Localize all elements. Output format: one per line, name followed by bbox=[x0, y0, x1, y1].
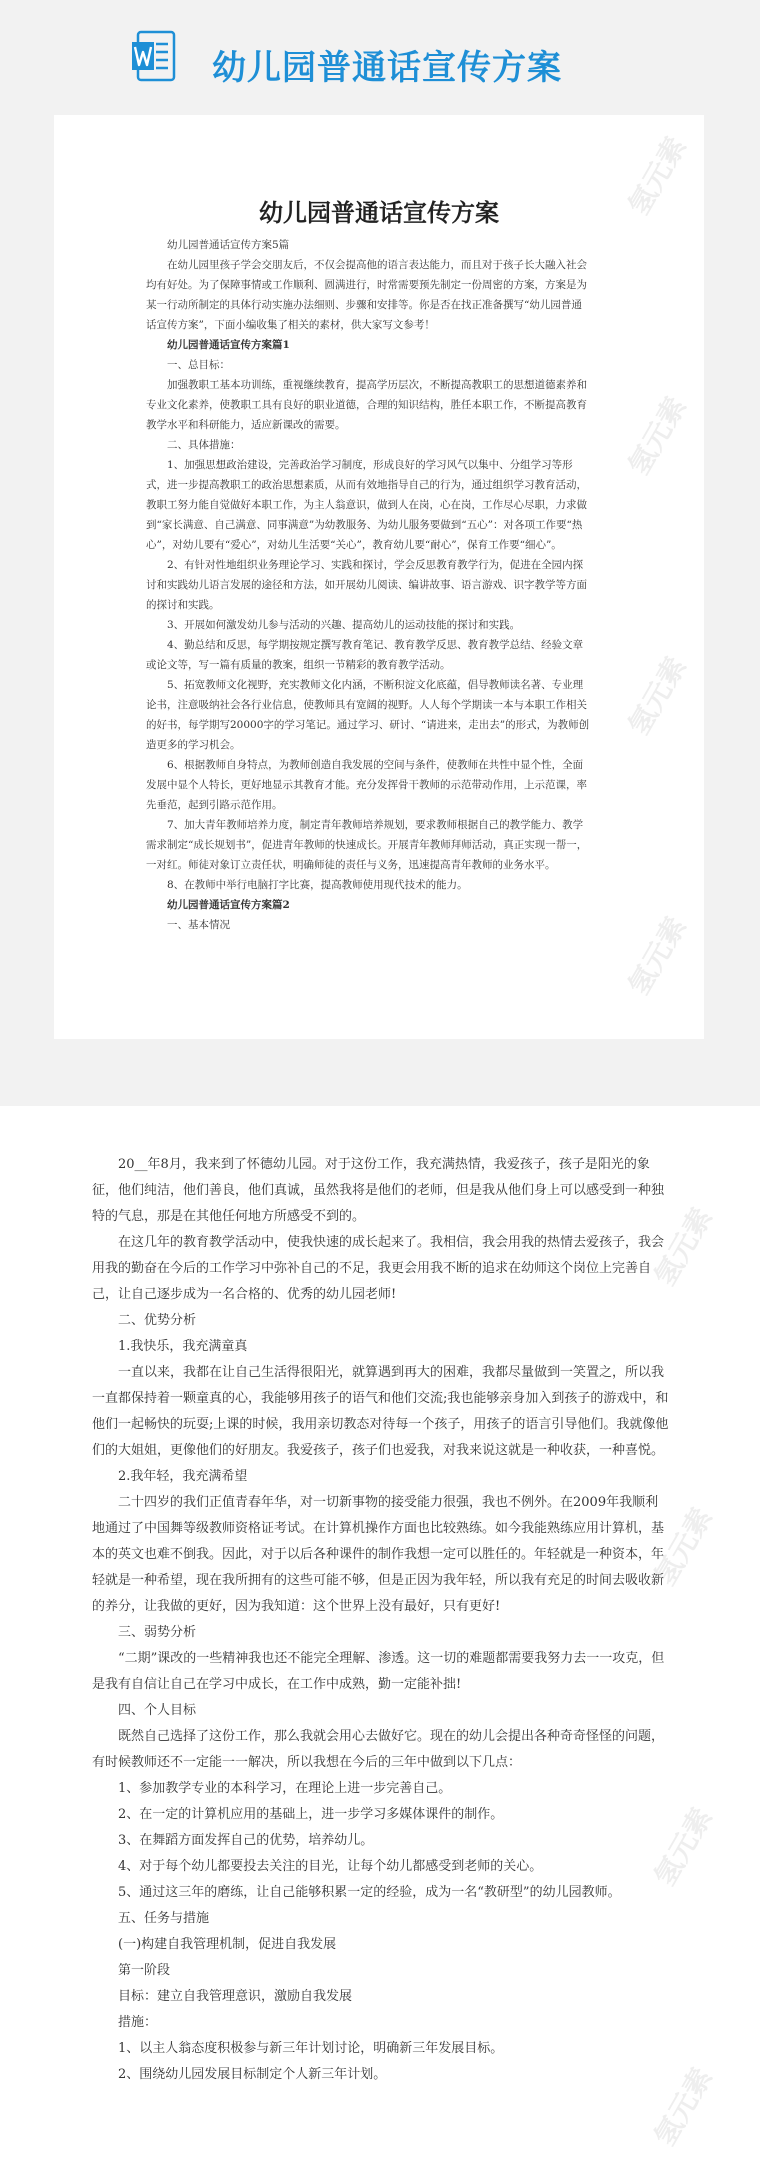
section-heading: 三、弱势分析 bbox=[118, 1625, 197, 1640]
watermark-text: 氢元素 bbox=[622, 651, 693, 741]
paragraph: 既然自己选择了这份工作，那么我就会用心去做好它。现在的幼儿会提出各种奇奇怪怪的问题，有时候教师还不一定能一一解决，所以我想在今后的三年中做到以下几点： bbox=[92, 1729, 665, 1770]
subheading: 2.我年轻，我充满希望 bbox=[118, 1469, 248, 1484]
paragraph: 5、拓宽教师文化视野，充实教师文化内涵，不断积淀文化底蕴，倡导教师读名著、专业理论书，注意吸纳社会各行业信息，使教师具有宽阔的视野。人人每个学期读一本与本职工作相关的好书，每学期写20000字的学习笔记。通过学习、研讨、“请进来，走出去”的形式，为教师创造更多的学习机会。 bbox=[146, 679, 590, 751]
watermark-text: 氢元素 bbox=[622, 391, 693, 481]
watermark-text: 氢元素 bbox=[648, 1202, 719, 1292]
subheading: 第一阶段 bbox=[118, 1963, 171, 1978]
list-item: 4、对于每个幼儿都要投去关注的目光，让每个幼儿都感受到老师的关心。 bbox=[118, 1859, 543, 1874]
list-item: 3、在舞蹈方面发挥自己的优势，培养幼儿。 bbox=[118, 1833, 374, 1848]
paragraph: “二期”课改的一些精神我也还不能完全理解、渗透。这一切的难题都需要我努力去一一攻克，但是我有自信让自己在学习中成长，在工作中成熟，勤一定能补拙! bbox=[92, 1651, 665, 1692]
paragraph: 6、根据教师自身特点，为教师创造自我发展的空间与条件，使教师在共性中显个性，全面发展中显个人特长，更好地显示其教育才能。充分发挥骨干教师的示范带动作用，上示范课，率先垂范，起到引路示范作用。 bbox=[146, 759, 587, 811]
section-heading: 二、优势分析 bbox=[118, 1313, 197, 1328]
paragraph: 20__年8月，我来到了怀德幼儿园。对于这份工作，我充满热情，我爱孩子，孩子是阳光的象征，他们纯洁，他们善良，他们真诚，虽然我将是他们的老师，但是我从他们身上可以感受到一种独特的气息，那是在其他任何地方所感受不到的。 bbox=[92, 1157, 665, 1224]
section-heading: 幼儿园普通话宣传方案篇2 bbox=[167, 899, 290, 911]
list-item: 5、通过这三年的磨练，让自己能够积累一定的经验，成为一名“教研型”的幼儿园教师。 bbox=[118, 1885, 621, 1900]
paragraph: 措施： bbox=[118, 2015, 158, 2030]
watermark-text: 氢元素 bbox=[622, 911, 693, 1001]
section-heading: 五、任务与措施 bbox=[118, 1911, 210, 1926]
watermark-text: 氢元素 bbox=[648, 1802, 719, 1892]
document-page-1 bbox=[54, 115, 704, 1039]
paragraph: 8、在教师中举行电脑打字比赛，提高教师使用现代技术的能力。 bbox=[167, 879, 468, 891]
watermark-text: 氢元素 bbox=[648, 2062, 719, 2152]
paragraph: 7、加大青年教师培养力度，制定青年教师培养规划，要求教师根据自己的教学能力、教学需求制定“成长规划书”，促进青年教师的快速成长。开展青年教师拜师活动，真正实现一帮一，一对红。师徒对象订立责任状，明确师徒的责任与义务，迅速提高青年教师的业务水平。 bbox=[146, 819, 588, 871]
paragraph: 目标：建立自我管理意识，激励自我发展 bbox=[118, 1989, 353, 2004]
paragraph: 幼儿园普通话宣传方案5篇 bbox=[167, 239, 290, 251]
paragraph: 4、勤总结和反思，每学期按规定撰写教育笔记、教育教学反思、教育教学总结、经验文章或论文等，写一篇有质量的教案，组织一节精彩的教育教学活动。 bbox=[146, 639, 584, 671]
header-banner bbox=[0, 0, 760, 108]
paragraph: 二十四岁的我们正值青春年华，对一切新事物的接受能力很强，我也不例外。在2009年我顺利地通过了中国舞等级教师资格证考试。在计算机操作方面也比较熟练。如今我能熟练应用计算机，基本的英文也难不倒我。因此，对于以后各种课件的制作我想一定可以胜任的。年轻就是一种资本，年轻就是一种希望，现在我所拥有的这些可能不够，但是正因为我年轻，所以我有充足的时间去吸收新的养分，让我做的更好，因为我知道：这个世界上没有最好，只有更好! bbox=[92, 1495, 665, 1614]
paragraph: 一、总目标： bbox=[167, 359, 230, 371]
watermark-text: 氢元素 bbox=[622, 131, 693, 221]
paragraph: 加强教职工基本功训练，重视继续教育，提高学历层次，不断提高教职工的思想道德素养和专业文化素养，使教职工具有良好的职业道德，合理的知识结构，胜任本职工作，不断提高教育教学水平和科研能力，适应新课改的需要。 bbox=[146, 379, 587, 431]
paragraph: 2、有针对性地组织业务理论学习、实践和探讨，学会反思教育教学行为，促进在全园内探讨和实践幼儿语言发展的途径和方法，如开展幼儿阅读、编讲故事、语言游戏、识字教学等方面的探讨和实践。 bbox=[146, 559, 587, 611]
section-heading: 幼儿园普通话宣传方案篇1 bbox=[167, 339, 290, 351]
list-item: 1、以主人翁态度积极参与新三年计划讨论，明确新三年发展目标。 bbox=[118, 2041, 504, 2056]
page-gap bbox=[0, 1039, 760, 1106]
paragraph: 3、开展如何激发幼儿参与活动的兴趣、提高幼儿的运动技能的探讨和实践。 bbox=[167, 619, 521, 631]
word-document-icon bbox=[132, 30, 176, 82]
document-title: 幼儿园普通话宣传方案 bbox=[259, 198, 499, 227]
watermark-text: 氢元素 bbox=[648, 1502, 719, 1592]
document-page-2 bbox=[0, 1106, 760, 2178]
page-1-body bbox=[146, 235, 592, 935]
section-heading: 四、个人目标 bbox=[118, 1703, 197, 1718]
paragraph: 二、具体措施： bbox=[167, 439, 241, 451]
subheading: 1.我快乐，我充满童真 bbox=[118, 1339, 248, 1354]
header-title: 幼儿园普通话宣传方案 bbox=[212, 48, 562, 88]
paragraph: 一、基本情况 bbox=[167, 919, 230, 931]
subheading: (一)构建自我管理机制，促进自我发展 bbox=[118, 1937, 337, 1952]
paragraph: 在幼儿园里孩子学会交朋友后，不仅会提高他的语言表达能力，而且对于孩子长大融入社会均有好处。为了保障事情或工作顺利、圆满进行，时常需要预先制定一份周密的方案，方案是为某一行动所制定的具体行动实施办法细则、步骤和安排等。你是否在找正准备撰写“幼儿园普通话宣传方案”，下面小编收集了相关的素材，供大家写文参考！ bbox=[146, 259, 587, 331]
paragraph: 在这几年的教育教学活动中，使我快速的成长起来了。我相信，我会用我的热情去爱孩子，我会用我的勤奋在今后的工作学习中弥补自己的不足，我更会用我不断的追求在幼师这个岗位上完善自己，让自己逐步成为一名合格的、优秀的幼儿园老师! bbox=[92, 1235, 665, 1302]
list-item: 1、参加教学专业的本科学习，在理论上进一步完善自己。 bbox=[118, 1781, 452, 1796]
list-item: 2、在一定的计算机应用的基础上，进一步学习多媒体课件的制作。 bbox=[118, 1807, 504, 1822]
page-2-body bbox=[92, 1152, 670, 2088]
paragraph: 一直以来，我都在让自己生活得很阳光，就算遇到再大的困难，我都尽量做到一笑置之，所以我一直都保持着一颗童真的心，我能够用孩子的语气和他们交流;我也能够亲身加入到孩子的游戏中，和他们一起畅快的玩耍;上课的时候，我用亲切教态对待每一个孩子，用孩子的语言引导他们。我就像他们的大姐姐，更像他们的好朋友。我爱孩子，孩子们也爱我，对我来说这就是一种收获，一种喜悦。 bbox=[92, 1365, 669, 1458]
paragraph: 1、加强思想政治建设，完善政治学习制度，形成良好的学习风气以集中、分组学习等形式，进一步提高教职工的政治思想素质，从而有效地指导自己的行为，通过组织学习教育活动，教职工努力能自觉做好本职工作，为主人翁意识，做到人在岗，心在岗，工作尽心尽职，力求做到“家长满意、自己满意、同事满意”为幼教服务、为幼儿服务要做到“五心”：对各项工作要“热心”，对幼儿要有“爱心”，对幼儿生活要“关心”，教育幼儿要“耐心”，保育工作要“细心”。 bbox=[146, 459, 587, 551]
list-item: 2、围绕幼儿园发展目标制定个人新三年计划。 bbox=[118, 2067, 387, 2082]
